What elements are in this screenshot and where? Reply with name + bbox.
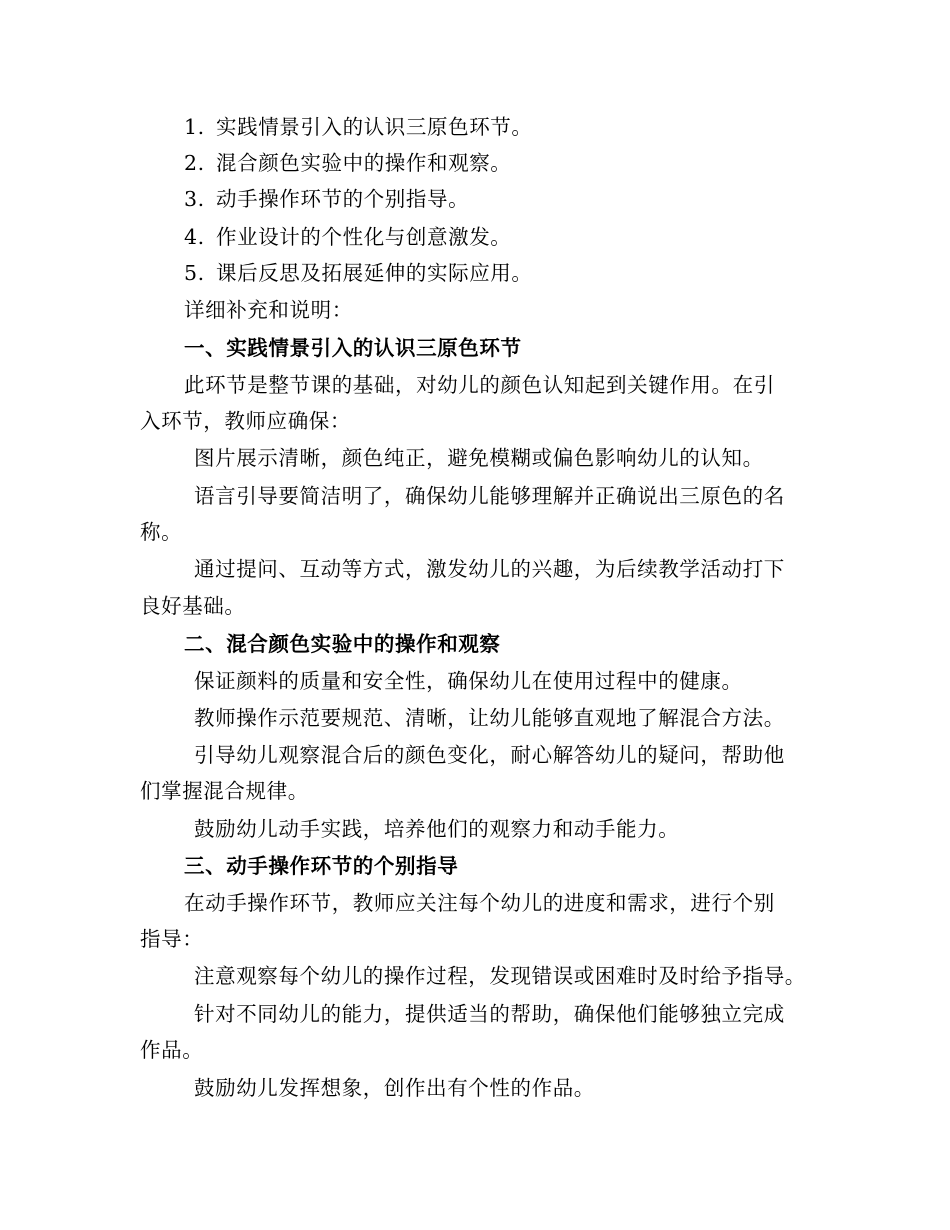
paragraph-line: 保证颜料的质量和安全性，确保幼儿在使用过程中的健康。 — [194, 669, 743, 693]
intro-text: 详细补充和说明： — [184, 298, 353, 322]
section-heading: 二、混合颜色实验中的操作和观察 — [184, 632, 501, 656]
paragraph-line: 作品。 — [140, 1038, 204, 1062]
paragraph-line: 良好基础。 — [140, 594, 246, 618]
list-item — [184, 184, 469, 214]
section-heading: 一、实践情景引入的认识三原色环节 — [184, 336, 522, 360]
paragraph-line: 鼓励幼儿动手实践，培养他们的观察力和动手能力。 — [194, 817, 680, 841]
paragraph-line: 针对不同幼儿的能力，提供适当的帮助，确保他们能够独立完成 — [194, 1002, 785, 1026]
list-number: 3. — [184, 187, 205, 211]
list-item — [184, 258, 533, 288]
paragraph-line: 图片展示清晰，颜色纯正，避免模糊或偏色影响幼儿的认知。 — [194, 446, 764, 470]
section-heading: 三、动手操作环节的个别指导 — [184, 854, 459, 878]
list-item — [184, 112, 533, 142]
paragraph-line: 语言引导要简洁明了，确保幼儿能够理解并正确说出三原色的名 — [194, 484, 785, 508]
list-text: 课后反思及拓展延伸的实际应用。 — [216, 261, 533, 285]
paragraph-line: 入环节，教师应确保： — [140, 409, 351, 433]
list-text: 混合颜色实验中的操作和观察。 — [216, 151, 512, 175]
paragraph-line: 通过提问、互动等方式，激发幼儿的兴趣，为后续教学活动打下 — [194, 557, 785, 581]
list-number: 5. — [184, 261, 205, 285]
list-text: 作业设计的个性化与创意激发。 — [216, 225, 512, 249]
paragraph-line: 们掌握混合规律。 — [140, 779, 309, 803]
paragraph-line: 引导幼儿观察混合后的颜色变化，耐心解答幼儿的疑问，帮助他 — [194, 743, 785, 767]
paragraph-line: 注意观察每个幼儿的操作过程，发现错误或困难时及时给予指导。 — [194, 964, 806, 988]
paragraph-line: 教师操作示范要规范、清晰，让幼儿能够直观地了解混合方法。 — [194, 706, 785, 730]
paragraph-line: 鼓励幼儿发挥想象，创作出有个性的作品。 — [194, 1076, 595, 1100]
list-number: 4. — [184, 225, 205, 249]
paragraph-line: 此环节是整节课的基础，对幼儿的颜色认知起到关键作用。在引 — [184, 373, 775, 397]
list-item — [184, 222, 511, 252]
list-number: 2. — [184, 151, 205, 175]
list-number: 1. — [184, 115, 205, 139]
list-text: 动手操作环节的个别指导。 — [216, 187, 470, 211]
list-item — [184, 148, 511, 178]
list-text: 实践情景引入的认识三原色环节。 — [216, 115, 533, 139]
paragraph-line: 指导： — [140, 927, 204, 951]
paragraph-line: 在动手操作环节，教师应关注每个幼儿的进度和需求，进行个别 — [184, 891, 775, 915]
paragraph-line: 称。 — [140, 520, 183, 544]
